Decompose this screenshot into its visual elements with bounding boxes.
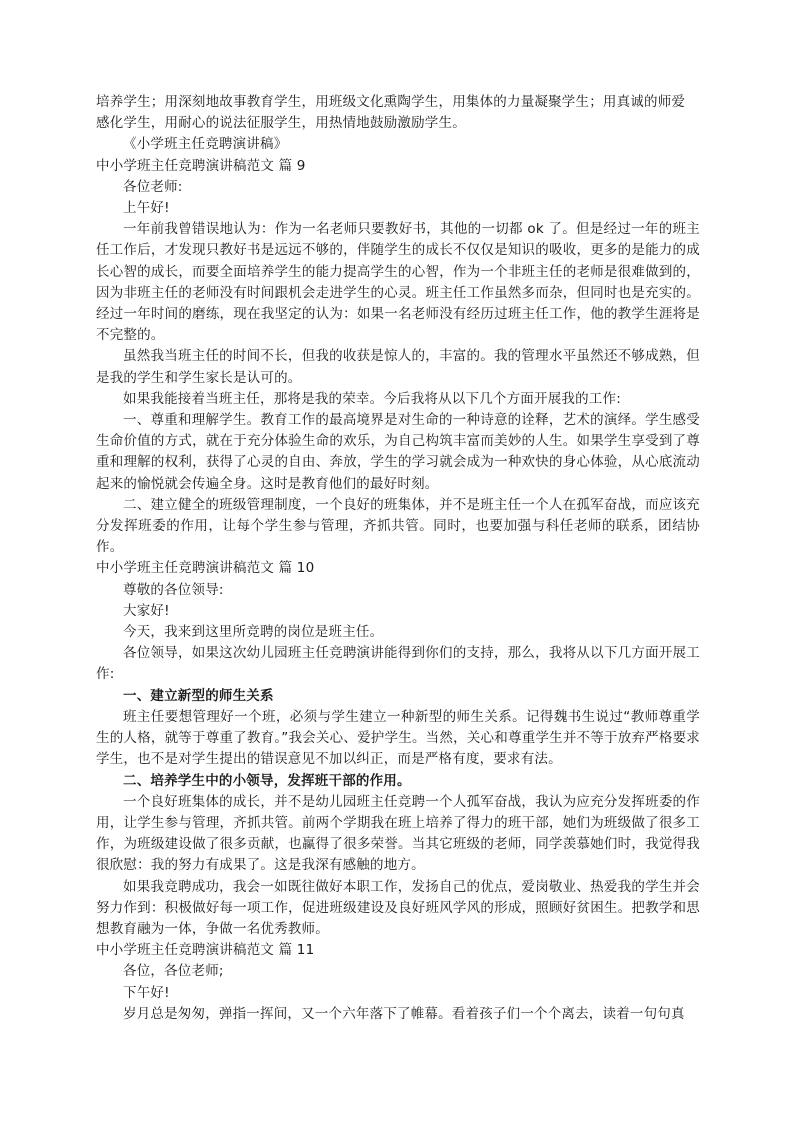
subheading: 二、培养学生中的小领导，发挥班干部的作用。: [123, 772, 411, 789]
subheading: 一、建立新型的师生关系: [123, 687, 274, 704]
paragraph: 各位领导，如果这次幼儿园班主任竞聘演讲能得到你们的支持，那么，我将从以下几方面开展工作:: [96, 645, 700, 683]
section-heading-11: 中小学班主任竞聘演讲稿范文 篇 11: [96, 942, 315, 959]
paragraph: 一年前我曾错误地认为：作为一名老师只要教好书，其他的一切都 ok 了。但是经过一年的班主任工作后，才发现只教好书是远远不够的，伴随学生的成长不仅仅是知识的吸收，更多的是能力的成长心智的成长，而要全面培养学生的能力提高学生的心智，作为一个非班主任的老师是很难做到的，因为非班主任的老师没有时间跟机会走进学生的心灵。班主任工作虽然多而杂，但同时也是充实的。经过一年时间的磨练，现在我坚定的认为：如果一名老师没有经历过班主任工作，他的教学生涯将是不完整的。: [96, 221, 700, 344]
intro-line-2: 感化学生，用耐心的说法征服学生，用热情地鼓励激励学生。: [96, 115, 466, 132]
intro-line-1: 培养学生；用深刻地故事教育学生，用班级文化熏陶学生，用集体的力量凝聚学生；用真诚的师爱: [96, 94, 686, 110]
paragraph: 今天，我来到这里所竞聘的岗位是班主任。: [123, 624, 384, 641]
paragraph: 一个良好班集体的成长，并不是幼儿园班主任竞聘一个人孤军奋战，我认为应充分发挥班委的作用，让学生参与管理，齐抓共管。前两个学期我在班上培养了得力的班干部，她们为班级做了很多工作，为班级建设做了很多贡献，也赢得了很多荣誉。当其它班级的老师，同学羡慕她们时，我觉得我很欣慰：我的努力有成果了。这是我深有感触的地方。: [96, 793, 700, 874]
salutation: 尊敬的各位领导:: [123, 581, 224, 598]
paragraph: 如果我能接着当班主任，那将是我的荣幸。今后我将从以下几个方面开展我的工作:: [123, 390, 621, 407]
salutation: 各位，各位老师;: [123, 963, 224, 980]
paragraph: 虽然我当班主任的时间不长，但我的收获是惊人的，丰富的。我的管理水平虽然还不够成熟，但是我的学生和学生家长是认可的。: [96, 348, 700, 386]
document-body: [96, 92, 700, 1025]
paragraph: 二、建立健全的班级管理制度，一个良好的班集体，并不是班主任一个人在孤军奋战，而应该充分发挥班委的作用，让每个学生参与管理，齐抓共管。同时，也要加强与科任老师的联系，团结协作。: [96, 496, 700, 556]
paragraph: 如果我竞聘成功，我会一如既往做好本职工作，发扬自己的优点，爱岗敬业、热爱我的学生并会努力作到：积极做好每一项工作，促进班级建设及良好班风学风的形成，照顾好贫困生。把教学和思想教育融为一体，争做一名优秀教师。: [96, 878, 700, 937]
greeting: 下午好!: [123, 984, 170, 1001]
paragraph: 岁月总是匆匆，弹指一挥间，又一个六年落下了帷幕。看着孩子们一个个离去，读着一句句真: [123, 1005, 685, 1022]
greeting: 大家好!: [123, 602, 170, 619]
paragraph: 班主任要想管理好一个班，必须与学生建立一种新型的师生关系。记得魏书生说过“教师尊重学生的人格，就等于尊重了教育。”我会关心、爱护学生。当然，关心和尊重学生并不等于放弃严格要求学生，也不是对学生提出的错误意见不加以纠正，而是严格有度，要求有法。: [96, 708, 700, 768]
greeting: 上午好!: [123, 200, 170, 217]
section-heading-9: 中小学班主任竞聘演讲稿范文 篇 9: [96, 157, 306, 174]
salutation: 各位老师:: [123, 178, 183, 195]
title-reference: 《小学班主任竞聘演讲稿》: [123, 136, 288, 153]
section-heading-10: 中小学班主任竞聘演讲稿范文 篇 10: [96, 560, 315, 577]
paragraph: 一、尊重和理解学生。教育工作的最高境界是对生命的一种诗意的诠释，艺术的演绎。学生感受生命价值的方式，就在于充分体验生命的欢乐，为自己构筑丰富而美妙的人生。如果学生享受到了尊重和理解的权利，获得了心灵的自由、奔放，学生的学习就会成为一种欢快的身心体验，从心底流动起来的愉悦就会传遍全身。这时是教育他们的最好时刻。: [96, 412, 700, 492]
